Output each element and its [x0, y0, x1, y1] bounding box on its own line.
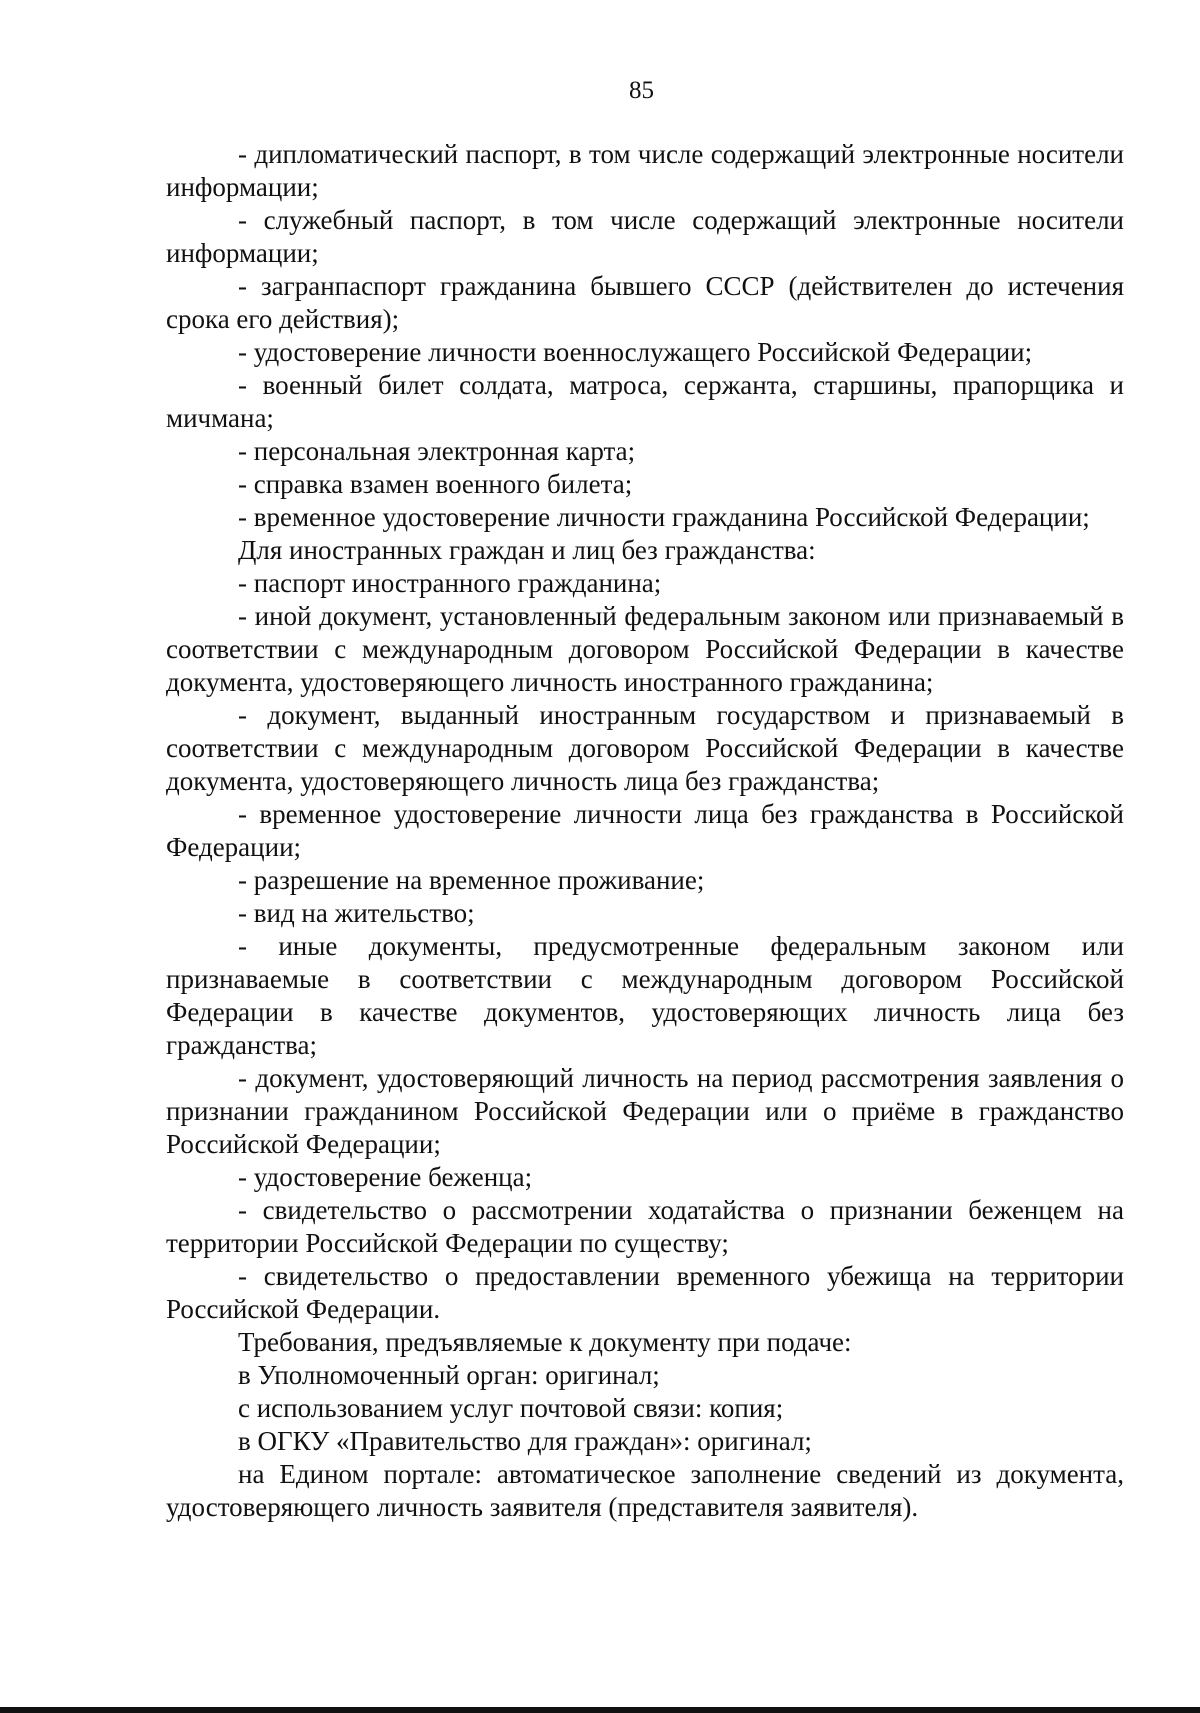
scan-bottom-edge — [0, 1707, 1200, 1713]
paragraph: - военный билет солдата, матроса, сержанта, старшины, прапорщика и мичмана; — [166, 370, 1124, 433]
paragraph: - загранпаспорт гражданина бывшего СССР (действителен до истечения срока его действия); — [166, 271, 1124, 334]
paragraph: - иные документы, предусмотренные федеральным законом или признаваемые в соответствии с международным договором Российской Федерации в качестве документов, удостоверяющих личность лица без гражданства; — [166, 931, 1124, 1060]
paragraph: - документ, удостоверяющий личность на период рассмотрения заявления о признании гражданином Российской Федерации или о приёме в гражданство Российской Федерации; — [166, 1063, 1124, 1159]
paragraph: - разрешение на временное проживание; — [238, 865, 705, 895]
paragraph: - свидетельство о рассмотрении ходатайства о признании беженцем на территории Российской Федерации по существу; — [166, 1195, 1124, 1258]
paragraph: в ОГКУ «Правительство для граждан»: оригинал; — [238, 1426, 812, 1456]
page-number: 85 — [629, 77, 654, 104]
section-heading: Для иностранных граждан и лиц без гражданства: — [238, 535, 816, 565]
paragraph: - служебный паспорт, в том числе содержащий электронные носители информации; — [166, 205, 1124, 268]
paragraph: - персональная электронная карта; — [238, 436, 636, 466]
paragraph: - свидетельство о предоставлении временного убежища на территории Российской Федерации. — [166, 1261, 1124, 1324]
paragraph: - вид на жительство; — [238, 898, 475, 928]
paragraph: в Уполномоченный орган: оригинал; — [238, 1360, 660, 1390]
section-heading: Требования, предъявляемые к документу при подаче: — [238, 1327, 852, 1357]
paragraph: - удостоверение личности военнослужащего Российской Федерации; — [238, 337, 1033, 367]
paragraph: - справка взамен военного билета; — [238, 469, 633, 499]
paragraph: с использованием услуг почтовой связи: копия; — [238, 1393, 784, 1423]
paragraph: - дипломатический паспорт, в том числе содержащий электронные носители информации; — [166, 139, 1124, 202]
paragraph: - паспорт иностранного гражданина; — [238, 568, 662, 598]
paragraph: - иной документ, установленный федеральным законом или признаваемый в соответствии с международным договором Российской Федерации в качестве документа, удостоверяющего личность иностранного гражданина; — [166, 601, 1124, 697]
paragraph: - удостоверение беженца; — [238, 1162, 533, 1192]
paragraph: - временное удостоверение личности лица без гражданства в Российской Федерации; — [166, 799, 1124, 862]
document-body — [166, 138, 1124, 1524]
paragraph: - временное удостоверение личности гражданина Российской Федерации; — [238, 502, 1090, 532]
paragraph: - документ, выданный иностранным государством и признаваемый в соответствии с международным договором Российской Федерации в качестве документа, удостоверяющего личность лица без гражданства; — [166, 700, 1124, 796]
paragraph: на Едином портале: автоматическое заполнение сведений из документа, удостоверяющего личность заявителя (представителя заявителя). — [166, 1459, 1124, 1522]
